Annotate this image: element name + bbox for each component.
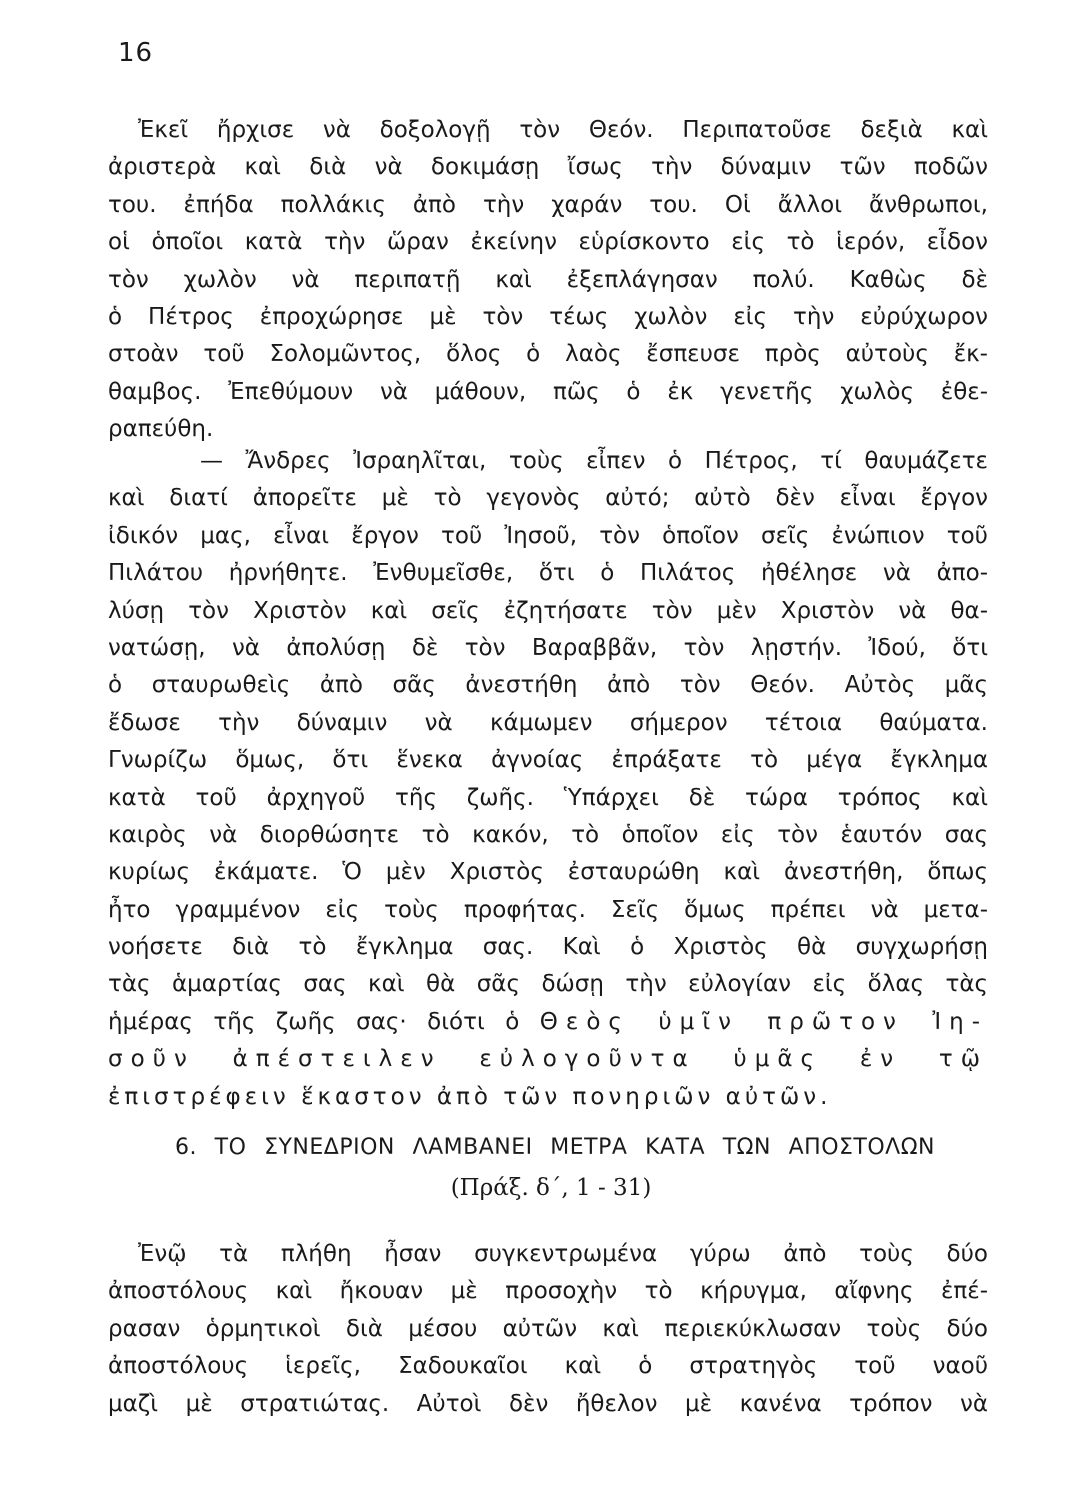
text-line: ὁ Πέτρος ἐπροχώρησε μὲ τὸν τέως χωλὸν εἰς τὴν εὐρύχωρον <box>108 303 988 330</box>
text-line: μαζὶ μὲ στρατιώτας. Αὐτοὶ δὲν ἤθελον μὲ κανένα τρόπον νὰ <box>108 1390 988 1417</box>
text-line: τὸν χωλὸν νὰ περιπατῇ καὶ ἐξεπλάγησαν πολύ. Καθὼς δὲ <box>108 266 988 293</box>
text-fragment: ἡμέρας τῆς ζωῆς σας· διότι ὁ <box>108 1008 520 1035</box>
text-line <box>108 1004 988 1041</box>
quote-line: ἐπιστρέφειν ἕκαστον ἀπὸ τῶν πονηριῶν αὐτῶν. <box>108 1083 832 1110</box>
section-reference: (Πράξ. δ΄, 1 - 31) <box>450 1175 652 1201</box>
text-line: Ἐκεῖ ἤρχισε νὰ δοξολογῇ τὸν Θεόν. Περιπατοῦσε δεξιὰ καὶ <box>138 117 988 143</box>
text-line: κατὰ τοῦ ἀρχηγοῦ τῆς ζωῆς. Ὑπάρχει δὲ τώρα τρόπος καὶ <box>108 784 988 811</box>
quote-line: σοῦν ἀπέστειλεν εὐλογοῦντα ὑμᾶς ἐν τῷ <box>108 1046 988 1073</box>
text-line: ἀποστόλους καὶ ἤκουαν μὲ προσοχὴν τὸ κήρυγμα, αἴφνης ἐπέ- <box>108 1278 988 1305</box>
paragraph-1 <box>108 112 988 449</box>
text-line: νοήσετε διὰ τὸ ἔγκλημα σας. Καὶ ὁ Χριστὸς θὰ συγχωρήσῃ <box>108 934 988 961</box>
text-line: τὰς ἁμαρτίας σας καὶ θὰ σᾶς δώσῃ τὴν εὐλογίαν εἰς ὅλας τὰς <box>108 971 988 998</box>
text-line: ρασαν ὁρμητικοὶ διὰ μέσου αὐτῶν καὶ περιεκύκλωσαν τοὺς δύο <box>108 1315 988 1342</box>
paragraph-2 <box>108 443 988 1116</box>
text-line: ἀριστερὰ καὶ διὰ νὰ δοκιμάσῃ ἴσως τὴν δύναμιν τῶν ποδῶν <box>108 154 988 181</box>
text-line: καιρὸς νὰ διορθώσητε τὸ κακόν, τὸ ὁποῖον εἰς τὸν ἑαυτόν σας <box>108 821 988 848</box>
text-line: ἔδωσε τὴν δύναμιν νὰ κάμωμεν σήμερον τέτοια θαύματα. <box>108 709 988 736</box>
section-heading: 6. ΤΟ ΣΥΝΕΔΡΙΟΝ ΛΑΜΒΑΝΕΙ ΜΕΤΡΑ ΚΑΤΑ ΤΩΝ ΑΠΟΣΤΟΛΩΝ <box>175 1135 935 1160</box>
text-line: λύσῃ τὸν Χριστὸν καὶ σεῖς ἐζητήσατε τὸν μὲν Χριστὸν νὰ θα- <box>108 597 988 624</box>
text-line: ἰδικόν μας, εἶναι ἔργον τοῦ Ἰησοῦ, τὸν ὁποῖον σεῖς ἐνώπιον τοῦ <box>108 522 988 549</box>
text-line: ἦτο γραμμένον εἰς τοὺς προφήτας. Σεῖς ὅμως πρέπει νὰ μετα- <box>108 896 988 923</box>
text-line: θαμβος. Ἐπεθύμουν νὰ μάθουν, πῶς ὁ ἐκ γενετῆς χωλὸς ἐθε- <box>108 378 988 405</box>
text-line: Γνωρίζω ὅμως, ὅτι ἕνεκα ἀγνοίας ἐπράξατε τὸ μέγα ἔγκλημα <box>108 747 988 774</box>
text-line: — Ἄνδρες Ἰσραηλῖται, τοὺς εἶπεν ὁ Πέτρος, τί θαυμάζετε <box>200 448 988 474</box>
text-line: ἀποστόλους ἱερεῖς, Σαδουκαῖοι καὶ ὁ στρατηγὸς τοῦ ναοῦ <box>108 1353 988 1380</box>
text-line: Ἐνῷ τὰ πλήθη ἦσαν συγκεντρωμένα γύρω ἀπὸ τοὺς δύο <box>138 1241 988 1267</box>
text-line: νατώσῃ, νὰ ἀπολύσῃ δὲ τὸν Βαραββᾶν, τὸν λῃστήν. Ἰδού, ὅτι <box>108 634 988 661</box>
text-line: οἱ ὁποῖοι κατὰ τὴν ὥραν ἐκείνην εὑρίσκοντο εἰς τὸ ἱερόν, εἶδον <box>108 229 988 256</box>
page-number: 16 <box>118 38 154 68</box>
text-line: του. ἐπήδα πολλάκις ἀπὸ τὴν χαράν του. Οἱ ἄλλοι ἄνθρωποι, <box>108 191 988 218</box>
paragraph-3 <box>108 1236 988 1423</box>
text-line: στοὰν τοῦ Σολομῶντος, ὅλος ὁ λαὸς ἔσπευσε πρὸς αὐτοὺς ἔκ- <box>108 341 988 368</box>
quote-fragment: Θεὸς ὑμῖν πρῶτον Ἰη- <box>539 1008 989 1035</box>
text-line: κυρίως ἐκάματε. Ὁ μὲν Χριστὸς ἐσταυρώθη καὶ ἀνεστήθη, ὅπως <box>108 859 988 886</box>
text-line: ὁ σταυρωθεὶς ἀπὸ σᾶς ἀνεστήθη ἀπὸ τὸν Θεόν. Αὐτὸς μᾶς <box>108 672 988 699</box>
text-line: ραπεύθη. <box>108 416 214 443</box>
text-line: Πιλάτου ἠρνήθητε. Ἐνθυμεῖσθε, ὅτι ὁ Πιλάτος ἠθέλησε νὰ ἀπο- <box>108 560 988 587</box>
text-line: καὶ διατί ἀπορεῖτε μὲ τὸ γεγονὸς αὐτό; αὐτὸ δὲν εἶναι ἔργον <box>108 485 988 512</box>
